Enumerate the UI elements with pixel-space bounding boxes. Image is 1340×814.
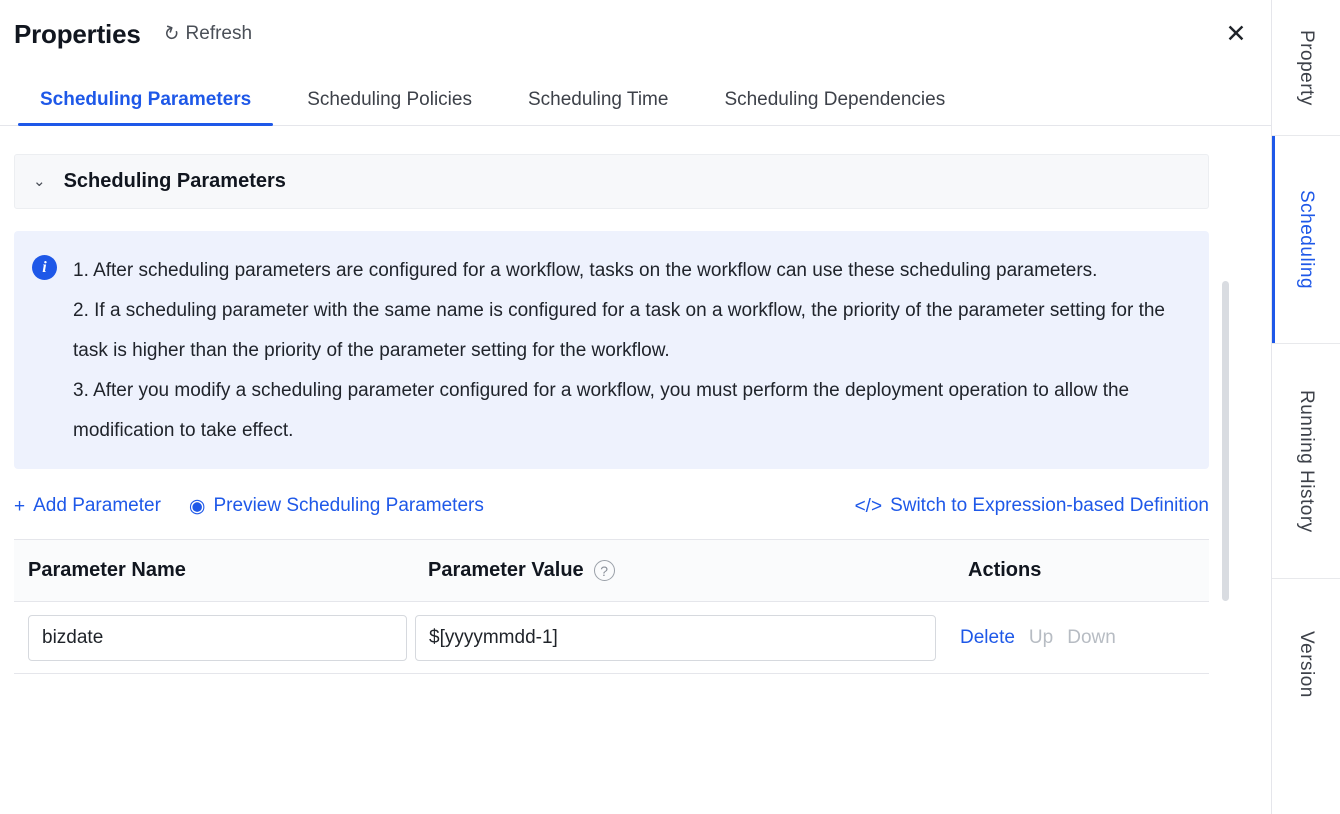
preview-scheduling-parameters-button[interactable] bbox=[189, 495, 484, 517]
page-title: Properties bbox=[14, 18, 141, 49]
parameter-toolbar bbox=[14, 495, 1209, 517]
tab-scheduling-dependencies[interactable]: Scheduling Dependencies bbox=[724, 89, 946, 110]
parameters-table bbox=[14, 539, 1209, 674]
info-icon: i bbox=[32, 255, 57, 280]
preview-label: Preview Scheduling Parameters bbox=[213, 495, 484, 516]
row-actions bbox=[960, 627, 1116, 649]
info-line-1: 1. After scheduling parameters are configured for a workflow, tasks on the workflow can use these scheduling parameters. bbox=[73, 260, 1098, 281]
info-banner bbox=[14, 231, 1209, 469]
refresh-icon: ↻ bbox=[159, 21, 182, 47]
column-header-actions: Actions bbox=[968, 559, 1042, 581]
column-header-parameter-value-label: Parameter Value bbox=[428, 559, 584, 581]
eye-icon: ◉ bbox=[188, 495, 206, 517]
parameter-name-input[interactable] bbox=[28, 615, 407, 661]
content-scrollbar-thumb[interactable] bbox=[1222, 281, 1229, 601]
tab-bar bbox=[0, 62, 1271, 126]
rail-item-property-label: Property bbox=[1296, 29, 1317, 106]
rail-item-scheduling-label: Scheduling bbox=[1296, 189, 1317, 290]
right-rail bbox=[1272, 0, 1340, 814]
plus-icon: + bbox=[14, 495, 26, 517]
parameter-value-input[interactable] bbox=[415, 615, 936, 661]
column-header-parameter-value bbox=[428, 559, 968, 582]
rail-item-property[interactable] bbox=[1272, 0, 1340, 136]
section-header-scheduling-parameters[interactable] bbox=[14, 154, 1209, 209]
rail-item-running-history[interactable] bbox=[1272, 344, 1340, 579]
move-up-button: Up bbox=[1028, 626, 1054, 648]
rail-item-version-label: Version bbox=[1296, 630, 1317, 698]
content-scrollbar[interactable] bbox=[1222, 281, 1229, 751]
rail-item-version[interactable] bbox=[1272, 579, 1340, 749]
panel-header bbox=[0, 0, 1271, 62]
move-down-button: Down bbox=[1067, 626, 1116, 648]
code-icon: </> bbox=[854, 495, 883, 517]
delete-button[interactable]: Delete bbox=[960, 626, 1015, 648]
add-parameter-label: Add Parameter bbox=[33, 495, 161, 516]
info-line-2: 2. If a scheduling parameter with the same name is configured for a task on a workflow, the priority of the parameter setting for the task is higher than the priority of the parameter setting for the workflow. bbox=[73, 300, 1165, 361]
info-line-3: 3. After you modify a scheduling parameter configured for a workflow, you must perform the deployment operation to allow the modification to take effect. bbox=[73, 380, 1130, 441]
help-icon[interactable]: ? bbox=[594, 560, 615, 581]
refresh-button[interactable] bbox=[159, 21, 253, 47]
rail-item-scheduling[interactable] bbox=[1272, 136, 1340, 344]
add-parameter-button[interactable] bbox=[14, 495, 161, 517]
section-title: Scheduling Parameters bbox=[63, 170, 286, 192]
close-icon[interactable]: ✕ bbox=[1225, 19, 1247, 48]
tab-scheduling-policies[interactable]: Scheduling Policies bbox=[307, 89, 472, 110]
rail-item-running-history-label: Running History bbox=[1296, 389, 1317, 533]
switch-to-expression-definition-button[interactable] bbox=[855, 495, 1209, 517]
table-row bbox=[14, 602, 1209, 674]
tab-scheduling-parameters[interactable]: Scheduling Parameters bbox=[12, 89, 279, 125]
info-text bbox=[73, 251, 1187, 451]
switch-label: Switch to Expression-based Definition bbox=[890, 495, 1209, 516]
panel-content bbox=[0, 126, 1271, 674]
column-header-parameter-name: Parameter Name bbox=[28, 559, 186, 581]
chevron-down-icon[interactable]: ⌄ bbox=[33, 172, 46, 190]
refresh-label: Refresh bbox=[185, 23, 253, 44]
table-header-row bbox=[14, 540, 1209, 602]
tab-scheduling-time[interactable]: Scheduling Time bbox=[527, 89, 669, 110]
